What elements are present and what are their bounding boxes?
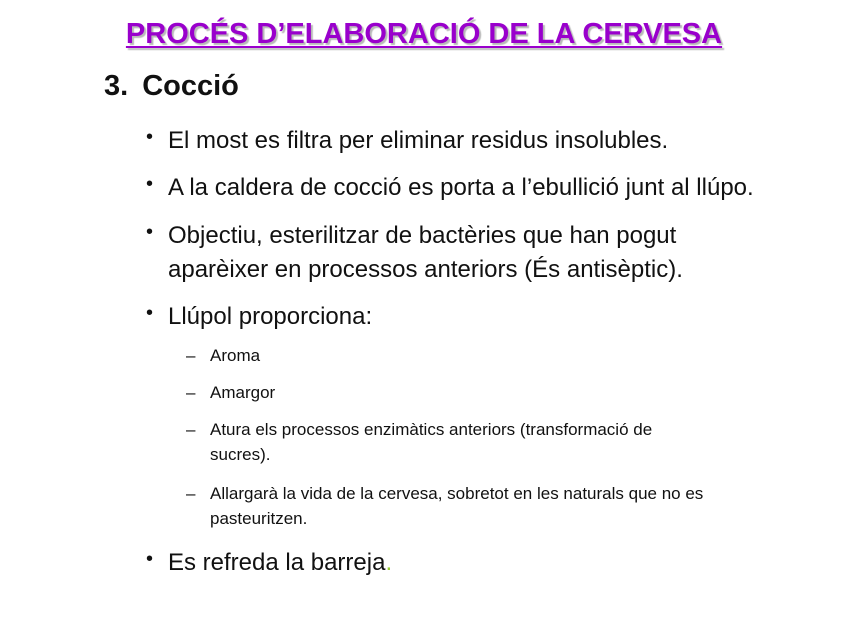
section-number: 3. (104, 70, 129, 102)
section-title: Cocció (142, 70, 239, 102)
bullet-dot-icon: • (146, 221, 154, 243)
trailing-dot: . (385, 549, 393, 576)
dash-icon: – (186, 346, 196, 365)
sub-bullet-text (210, 380, 275, 405)
sub-bullet-line: pasteuritzen. (210, 509, 308, 528)
bullet-dot-icon: • (146, 302, 154, 324)
dash-icon: – (186, 383, 196, 402)
slide-title: PROCÉS D’ELABORACIÓ DE LA CERVESA (125, 18, 723, 50)
sub-bullet-text (210, 343, 260, 368)
bullet-line: Objectiu, esterilitzar de bactèries que han pogut (168, 222, 677, 249)
dash-icon: – (186, 420, 196, 439)
bullet-text (168, 219, 683, 287)
bullet-text (168, 546, 392, 580)
bullet-dot-icon: • (146, 126, 154, 148)
sub-bullet-text (210, 481, 703, 531)
sub-bullet-line: sucres). (210, 445, 271, 464)
bullet-dot-icon: • (146, 548, 154, 570)
sub-bullet-line: Atura els processos enzimàtics anteriors (transformació de (210, 420, 653, 439)
dash-icon: – (186, 484, 196, 503)
bullet-line: Es refreda la barreja (168, 549, 386, 576)
sub-bullet-line: Aroma (210, 346, 261, 365)
bullet-line: aparèixer en processos anteriors (És antisèptic). (168, 256, 683, 283)
bullet-text (168, 300, 372, 334)
sub-bullet-line: Amargor (210, 383, 276, 402)
bullet-line: El most es filtra per eliminar residus insolubles. (168, 127, 669, 154)
bullet-text (168, 124, 668, 158)
bullet-text (168, 171, 754, 205)
sub-bullet-line: Allargarà la vida de la cervesa, sobretot en les naturals que no es (210, 484, 704, 503)
bullet-line: Llúpol proporciona: (168, 303, 373, 330)
sub-bullet-text (210, 417, 652, 467)
bullet-line: A la caldera de cocció es porta a l’ebullició junt al llúpo. (168, 174, 754, 201)
bullet-dot-icon: • (146, 173, 154, 195)
